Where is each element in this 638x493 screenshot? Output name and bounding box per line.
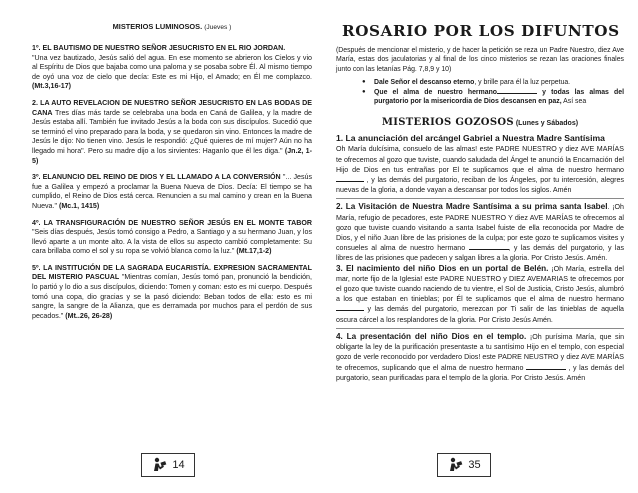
bullet-item	[362, 78, 624, 87]
gozoso-1-heading: 1. La anunciación del arcángel Gabriel a Nuestra Madre Santísima	[336, 133, 605, 144]
mystery-2	[32, 99, 312, 166]
name-blank	[336, 176, 364, 182]
bullet-item	[362, 88, 624, 107]
mystery-1-heading: 1º. EL BAUTISMO DE NUESTRO SEÑOR JESUCRISTO EN EL RIO JORDAN.	[32, 44, 286, 52]
bullet-2-middle: y todas las almas del purgatorio por la misericordia de Dios descansen en paz,	[374, 88, 624, 106]
gozoso-4	[336, 332, 624, 383]
reader-icon	[447, 457, 463, 473]
name-blank	[497, 88, 537, 94]
gozoso-1-text-a: Oh María dulcísima, consuelo de las almas! este PADRE NUESTRO y diez AVE MARÍAS te ofrecemos al gozo que tuviste, cuando saludada del Ángel te anunció la Encarnación del Hijo de Dios en tus entrañas por El te suplicamos que el alma de nuestro hermano	[336, 145, 624, 174]
gozoso-1-text-b: , y las demás del purgatorio, reciban de los Ángeles, por tu intercesión, alegres nuevas de la gloria, a donde vayan a descansar por todos los siglos. Amén	[336, 176, 624, 195]
name-blank	[526, 364, 566, 370]
gozoso-2-text-a: . ¡Oh María, refugio de pecadores, este PADRE NUESTRO Y diez AVE MARÍAS te ofrecemos al gozo que tuviste cuando visitando a santa Isabel fuiste de ella reconocida por Madre de Dios, y el niño Juan libre de las prisiones de la culpa; por este gozo te suplicamos visites y consueles al alma de nuestro hermano	[336, 203, 624, 253]
mystery-2-ref: (Jn.2, 1-5)	[32, 146, 312, 165]
name-blank	[469, 244, 509, 250]
bullet-2-end: Así sea	[561, 98, 587, 106]
intro-instructions: (Después de mencionar el misterio, y de hacer la petición se reza un Padre Nuestro, diez Ave María, estas dos jaculatorias y al final de los cinco misterios se rezan las oraciones finales junto con las letanías Pág. 7,8,9 y 10)	[336, 47, 624, 73]
mystery-2-heading: 2. LA AUTO REVELACION DE NUESTRO SEÑOR JESUCRISTO EN LAS BODAS DE CANA	[32, 98, 312, 117]
gozoso-4-heading: 4. La presentación del niño Dios en el templo.	[336, 331, 527, 341]
mystery-3	[32, 173, 312, 211]
right-page	[322, 0, 638, 493]
mystery-3-heading: 3º. ELANUNCIO DEL REINO DE DIOS Y EL LLAMADO A LA CONVERSIÓN	[32, 173, 281, 182]
gozoso-2	[336, 202, 624, 263]
mystery-3-ref: (Mc.1, 1415)	[58, 201, 100, 210]
section-title-sub: (Lunes y Sábados)	[513, 120, 579, 128]
title-subtitle: (Jueves )	[204, 24, 232, 31]
mystery-4	[32, 219, 312, 257]
gozoso-4-text-b: , y las demás del purgatorio, sean purificadas para el templo de la gloria. Por Cristo Jesús. Amén	[336, 363, 624, 382]
mystery-5-text: "Mientras comían, Jesús tomó pan, pronunció la bendición, lo partió y lo dio a sus discípulos, diciendo: Tomen y coman: esto es mi cuerpo. Después tomó una copa, dio gracias y se la pasó diciendo: Beban todos de ella: esto es mi sangre, la sangre de la Alianza, que es derramada por muchos para el perdón de sus pecados."	[32, 273, 312, 320]
mystery-4-heading: 4º. LA TRANSFIGURACIÓN DE NUESTRO SEÑOR JESÚS EN EL MONTE TABOR	[32, 218, 312, 227]
gozoso-3-text-b: y las demás del purgatorio, merezcan por Ti salir de las tinieblas de aquella oscura cárcel a los resplandores de la gloria. Por Cristo Jesús Amén.	[336, 305, 624, 324]
divider	[336, 198, 624, 199]
reader-icon	[151, 457, 167, 473]
bullet-1-tail: , y brille para él la luz perpetua.	[474, 79, 571, 87]
gozoso-1	[336, 144, 624, 195]
mystery-3-text: "... Jesús fue a Galilea y empezó a proclamar la Buena Nueva de Dios. Decía: El tiempo se ha cumplido, el Reino de Dios está cerca. Renuncien a su mal camino y crean en la Buena Nueva."	[32, 173, 312, 210]
bullet-1-bold: Dale Señor el descanso eterno	[374, 79, 475, 87]
mystery-2-text: Tres días más tarde se celebraba una boda en Caná de Galilea, y la madre de Jesús estaba allí. También fue invitado Jesús a la boda con sus discípulos. Sucedió que se terminó el vino preparado para la boda, y se quedaron sin vino. Entonces la madre de Jesús le dijo: No tienen vino. Jesús le respondió: ¿Qué quieres de mí mujer? Aún no ha llegado mi hora". Pero su madre dijo a los sirvientes: Haganlo que él les diga."	[32, 108, 312, 155]
divider	[336, 328, 624, 329]
prayer-bullets	[362, 78, 624, 106]
rosary-title: ROSARIO POR LOS DIFUNTOS	[342, 22, 620, 40]
mystery-1	[32, 44, 312, 92]
page-title	[32, 22, 312, 31]
page-number: 14	[172, 459, 185, 471]
page-number: 35	[468, 459, 481, 471]
gozoso-3-text-a: ¡Oh María, estrella del mar, norte fijo de la Iglesia! este PADRE NUESTRO y DIEZ AVEMARIAS te ofrecemos por el gozo que tuviste cuando naciendo de tu vientre, el Sol de Justicia, Cristo Jesús, alumbró a los que estaban en tinieblas; por Él te suplicamos que el alma de nuestro hermano	[336, 264, 624, 304]
gozoso-2-heading: 2. La Visitación de Nuestra Madre Santísima a su prima santa Isabel	[336, 202, 608, 212]
mystery-5-heading: 5º. LA INSTITUCIÓN DE LA SAGRADA EUCARISTÍA. EXPRESION SACRAMENTAL DEL MISTERIO PASCUAL	[32, 263, 312, 282]
gozoso-3-heading: 3. El nacimiento del niño Dios en un portal de Belén.	[336, 263, 549, 273]
mystery-4-text: "Seis días después, Jesús tomó consigo a Pedro, a Santiago y a su hermano Juan, y los llevó aparte a un monte alto. A la vista de ellos su aspecto cambió completamente: Su cara brillaba como el sol y su ropa se volvió blanca como la luz."	[32, 228, 312, 256]
title-text: MISTERIOS LUMINOSOS.	[112, 22, 203, 31]
mystery-1-text: "Una vez bautizado, Jesús salió del agua. En ese momento se abrieron los Cielos y vio al Espíritu de Dios que bajaba como una paloma y se posaba sobre Él. Al mismo tiempo de oyó una voz de cielo que decía: Este es mi Hijo, el Amado; en Él me complazco.	[32, 53, 312, 81]
mystery-5-ref: (Mt..26, 26-28)	[65, 311, 113, 320]
mystery-4-ref: (Mt.17,1-2)	[236, 247, 272, 256]
name-blank	[336, 305, 364, 311]
section-title	[336, 112, 624, 130]
page-number-box-left	[141, 453, 195, 477]
section-title-main: MISTERIOS GOZOSOS	[381, 117, 514, 129]
gozoso-4-text-a: ¡Oh purísima María, que sin obligarte la ley de la purificación presentaste a tu santísimo Hijo en el templo, con especial gozo de verle reconocido por verdadero Dios! este PADRE NEUSTRO y diez AVE MARÍAS te ofrecemos, suplicando que el alma de nuestro hermano	[336, 332, 625, 372]
bullet-2-start: Que el alma de nuestro hermano	[374, 88, 497, 96]
page-number-box-right	[437, 453, 491, 477]
gozoso-2-text-b: , y las demás del purgatorio, y las libres de las prisiones que padecen y salgan libres a la gloria. Por Cristo Jesús. Amén.	[336, 244, 624, 263]
mystery-1-ref: (Mt.3,16-17)	[32, 82, 72, 91]
mystery-5	[32, 264, 312, 322]
gozoso-3	[336, 264, 624, 325]
